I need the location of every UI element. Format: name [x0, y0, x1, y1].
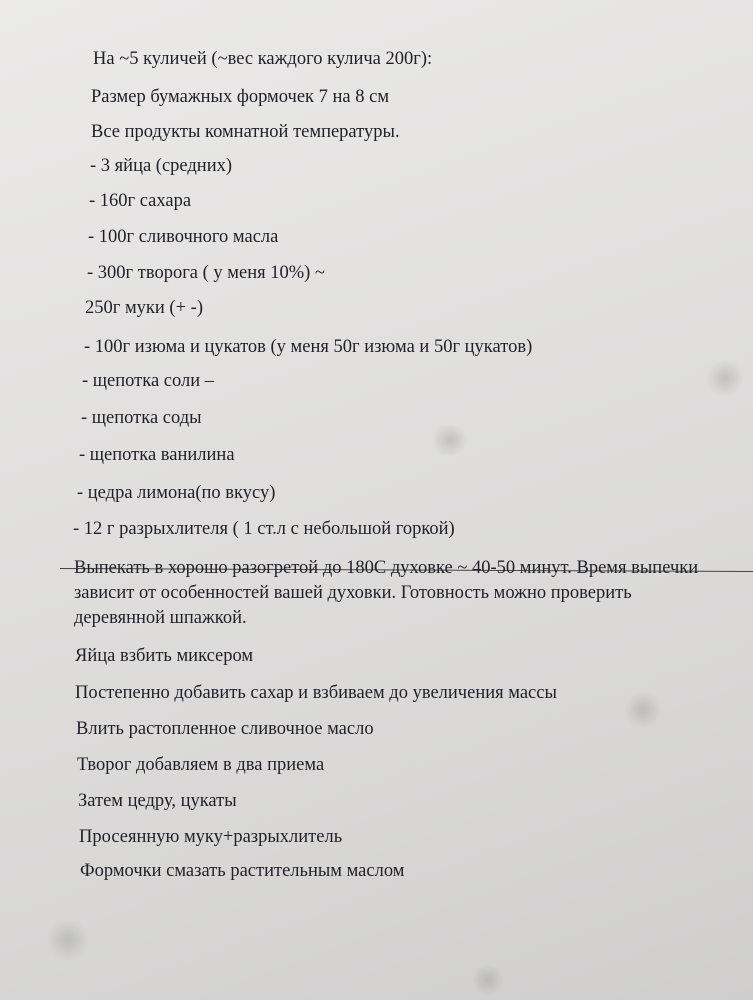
- paper-stain: [45, 920, 91, 960]
- step-item: Яйца взбить миксером: [75, 646, 254, 666]
- header-room-temp: Все продукты комнатной температуры.: [91, 122, 400, 142]
- step-item: Постепенно добавить сахар и взбиваем до увеличения массы: [75, 683, 557, 703]
- ingredient-item: - 300г творога ( у меня 10%) ~: [87, 263, 325, 283]
- ingredient-item: 250г муки (+ -): [85, 298, 203, 318]
- ingredient-item: - щепотка соли –: [82, 371, 215, 391]
- step-item: Формочки смазать растительным маслом: [80, 861, 405, 881]
- header-servings: На ~5 куличей (~вес каждого кулича 200г):: [93, 49, 433, 69]
- ingredient-item: - щепотка ванилина: [79, 445, 235, 465]
- step-item: Творог добавляем в два приема: [77, 755, 325, 775]
- header-mold-size: Размер бумажных формочек 7 на 8 см: [91, 87, 390, 107]
- paper-stain: [430, 425, 470, 455]
- step-item: Влить растопленное сливочное масло: [76, 719, 374, 739]
- paper-stain: [470, 965, 506, 995]
- step-item: Затем цедру, цукаты: [78, 791, 237, 811]
- paper-stain: [705, 360, 745, 396]
- ingredient-item: - 160г сахара: [89, 191, 192, 211]
- ingredient-item: - 100г изюма и цукатов (у меня 50г изюма и 50г цукатов): [84, 337, 533, 357]
- ingredient-item: - цедра лимона(по вкусу): [77, 483, 276, 503]
- ingredient-item: - щепотка соды: [81, 408, 202, 428]
- step-item: Просеянную муку+разрыхлитель: [79, 827, 343, 847]
- ingredient-item: - 100г сливочного масла: [88, 227, 279, 247]
- ingredient-item: - 3 яйца (средних): [90, 156, 233, 176]
- paper-stain: [625, 690, 661, 730]
- baking-note: Выпекать в хорошо разогретой до 180С духовке ~ 40-50 минут. Время выпечки зависит от особенностей вашей духовки. Готовность можно проверить деревянной шпажкой.: [74, 558, 699, 628]
- ingredient-item: - 12 г разрыхлителя ( 1 ст.л с небольшой горкой): [73, 519, 455, 539]
